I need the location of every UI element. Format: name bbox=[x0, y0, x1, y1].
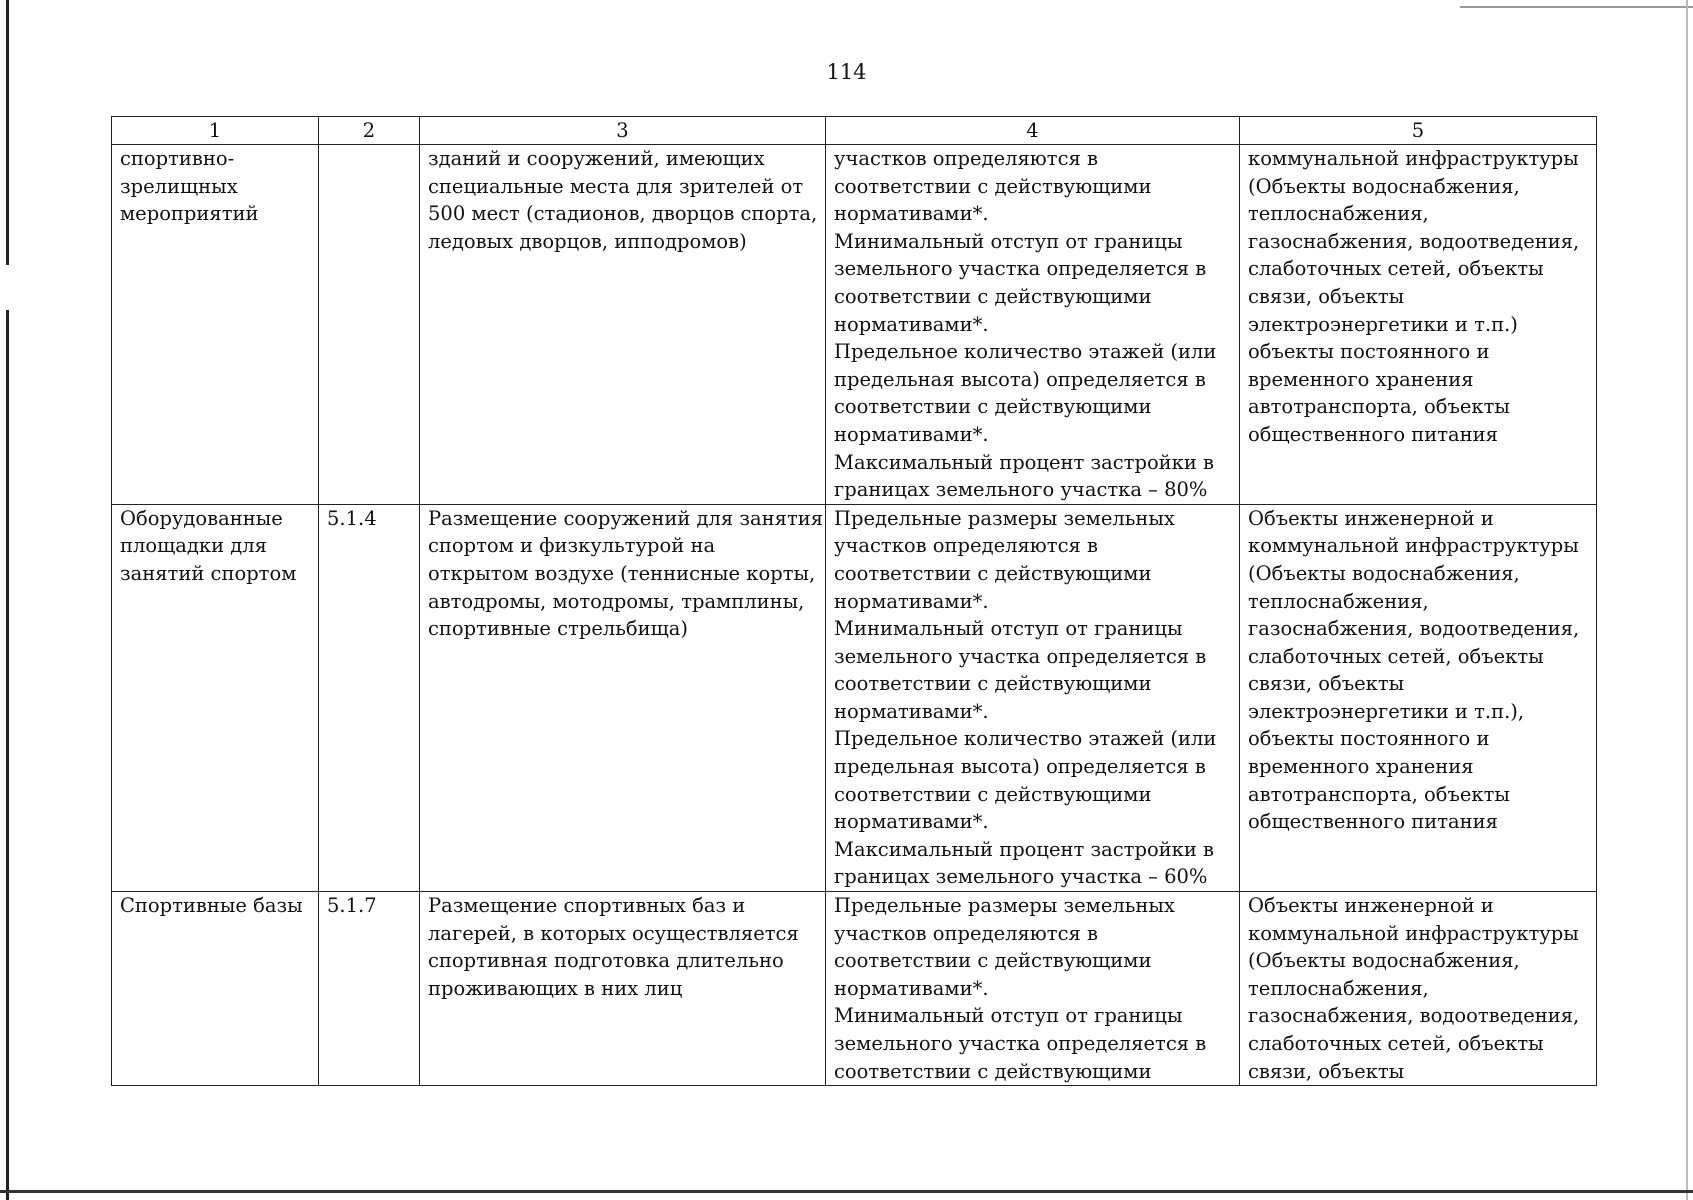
cell-text-line: предельная высота) определяется в bbox=[834, 755, 1206, 779]
cell-text-line: участков определяются в bbox=[834, 921, 1098, 945]
cell-text-line: Предельные размеры земельных bbox=[834, 894, 1175, 918]
cell-text-line: соответствии с действующими bbox=[834, 174, 1152, 198]
cell-text-line: автодромы, мотодромы, трамплины, bbox=[428, 589, 805, 613]
cell-text-line: участков определяются в bbox=[834, 147, 1098, 170]
cell-text-line: спортивные стрельбища) bbox=[428, 617, 688, 641]
scan-edge-left-lower bbox=[6, 310, 9, 1200]
cell-text-line: нормативами*. bbox=[834, 976, 989, 1000]
auxiliary-uses-cell bbox=[1240, 145, 1597, 505]
cell-text-line: соответствии с действующими bbox=[834, 949, 1152, 973]
auxiliary-uses-cell bbox=[1240, 892, 1597, 1086]
cell-text-line: Минимальный отступ от границы bbox=[834, 229, 1183, 253]
cell-text-line: объекты постоянного и bbox=[1248, 340, 1490, 364]
cell-text-line: автотранспорта, объекты bbox=[1248, 395, 1510, 419]
cell-text-line: специальные места для зрителей от bbox=[428, 174, 804, 198]
scan-edge-top bbox=[1460, 6, 1693, 8]
auxiliary-uses-cell bbox=[1240, 504, 1597, 891]
cell-text-line: Объекты инженерной и bbox=[1248, 894, 1494, 918]
cell-text-line: земельного участка определяется в bbox=[834, 644, 1207, 668]
cell-text-line: Размещение спортивных баз и bbox=[428, 894, 746, 918]
page-number: 114 bbox=[826, 60, 867, 84]
cell-text-line: теплоснабжения, bbox=[1248, 202, 1429, 226]
scan-edge-left bbox=[6, 0, 9, 265]
cell-text-line: Спортивные базы bbox=[120, 894, 303, 918]
use-code-cell bbox=[319, 504, 420, 891]
cell-text-line: соответствии с действующими bbox=[834, 1059, 1152, 1083]
cell-text-line: предельная высота) определяется в bbox=[834, 367, 1206, 391]
cell-text-line: автотранспорта, объекты bbox=[1248, 782, 1510, 806]
cell-text-line: 5.1.4 bbox=[327, 506, 377, 530]
cell-text-line: лагерей, в которых осуществляется bbox=[428, 921, 799, 945]
cell-text-line: зданий и сооружений, имеющих bbox=[428, 147, 765, 170]
header-cell: 1 bbox=[112, 117, 319, 145]
cell-text-line: земельного участка определяется в bbox=[834, 257, 1207, 281]
use-type-cell bbox=[112, 145, 319, 505]
cell-text-line: соответствии с действующими bbox=[834, 782, 1152, 806]
cell-text-line: Оборудованные bbox=[120, 506, 283, 530]
cell-text-line: электроэнергетики и т.п.) bbox=[1248, 312, 1518, 336]
scan-edge-right bbox=[1686, 0, 1688, 1200]
scan-edge-bottom bbox=[0, 1190, 1693, 1193]
description-cell bbox=[420, 504, 826, 891]
cell-text-line: временного хранения bbox=[1248, 367, 1474, 391]
use-type-cell bbox=[112, 892, 319, 1086]
cell-text-line: 500 мест (стадионов, дворцов спорта, bbox=[428, 202, 818, 226]
cell-text-line: зрелищных bbox=[120, 174, 238, 198]
cell-text-line: общественного питания bbox=[1248, 422, 1498, 446]
table-row bbox=[112, 892, 1597, 1086]
cell-text-line: проживающих в них лиц bbox=[428, 976, 683, 1000]
description-cell bbox=[420, 145, 826, 505]
header-cell: 4 bbox=[826, 117, 1240, 145]
cell-text-line: теплоснабжения, bbox=[1248, 976, 1429, 1000]
zoning-table bbox=[111, 116, 1597, 1086]
cell-text-line: слаботочных сетей, объекты bbox=[1248, 1032, 1544, 1055]
cell-text-line: Объекты инженерной и bbox=[1248, 506, 1494, 530]
cell-text-line: ледовых дворцов, ипподромов) bbox=[428, 229, 747, 253]
cell-text-line: Предельное количество этажей (или bbox=[834, 340, 1217, 364]
cell-text-line: занятий спортом bbox=[120, 561, 297, 585]
cell-text-line: Максимальный процент застройки в bbox=[834, 837, 1215, 861]
cell-text-line: слаботочных сетей, объекты bbox=[1248, 257, 1544, 281]
cell-text-line: участков определяются в bbox=[834, 534, 1098, 558]
table-row bbox=[112, 504, 1597, 891]
cell-text-line: связи, объекты bbox=[1248, 672, 1405, 696]
cell-text-line: Предельное количество этажей (или bbox=[834, 727, 1217, 751]
table-header-row bbox=[112, 117, 1597, 145]
cell-text-line: газоснабжения, водоотведения, bbox=[1248, 617, 1580, 641]
use-type-cell bbox=[112, 504, 319, 891]
cell-text-line: Минимальный отступ от границы bbox=[834, 617, 1183, 641]
cell-text-line: временного хранения bbox=[1248, 755, 1474, 779]
cell-text-line: нормативами*. bbox=[834, 202, 989, 226]
cell-text-line: газоснабжения, водоотведения, bbox=[1248, 1004, 1580, 1028]
parameters-cell bbox=[826, 504, 1240, 891]
cell-text-line: (Объекты водоснабжения, bbox=[1248, 174, 1520, 198]
cell-text-line: Размещение сооружений для занятия bbox=[428, 506, 824, 530]
cell-text-line: Предельные размеры земельных bbox=[834, 506, 1175, 530]
cell-text-line: связи, объекты bbox=[1248, 1059, 1405, 1083]
cell-text-line: границах земельного участка – 80% bbox=[834, 478, 1208, 502]
use-code-cell bbox=[319, 145, 420, 505]
cell-text-line: соответствии с действующими bbox=[834, 395, 1152, 419]
cell-text-line: газоснабжения, водоотведения, bbox=[1248, 229, 1580, 253]
cell-text-line: мероприятий bbox=[120, 202, 259, 226]
cell-text-line: границах земельного участка – 60% bbox=[834, 865, 1208, 889]
cell-text-line: нормативами*. bbox=[834, 589, 989, 613]
cell-text-line: коммунальной инфраструктуры bbox=[1248, 147, 1579, 170]
cell-text-line: электроэнергетики и т.п.), bbox=[1248, 699, 1525, 723]
cell-text-line: открытом воздухе (теннисные корты, bbox=[428, 561, 816, 585]
cell-text-line: спортивная подготовка длительно bbox=[428, 949, 784, 973]
cell-text-line: соответствии с действующими bbox=[834, 284, 1152, 308]
cell-text-line: нормативами*. bbox=[834, 422, 989, 446]
cell-text-line: связи, объекты bbox=[1248, 284, 1405, 308]
cell-text-line: слаботочных сетей, объекты bbox=[1248, 644, 1544, 668]
cell-text-line: соответствии с действующими bbox=[834, 672, 1152, 696]
cell-text-line: спортивно- bbox=[120, 147, 235, 170]
cell-text-line: спортом и физкультурой на bbox=[428, 534, 716, 558]
header-cell: 5 bbox=[1240, 117, 1597, 145]
cell-text-line: Максимальный процент застройки в bbox=[834, 450, 1215, 474]
cell-text-line: 5.1.7 bbox=[327, 894, 377, 918]
table-body bbox=[112, 145, 1597, 1086]
cell-text-line: объекты постоянного и bbox=[1248, 727, 1490, 751]
cell-text-line: нормативами*. bbox=[834, 312, 989, 336]
header-cell: 2 bbox=[319, 117, 420, 145]
cell-text-line: коммунальной инфраструктуры bbox=[1248, 921, 1579, 945]
cell-text-line: нормативами*. bbox=[834, 810, 989, 834]
cell-text-line: коммунальной инфраструктуры bbox=[1248, 534, 1579, 558]
cell-text-line: (Объекты водоснабжения, bbox=[1248, 949, 1520, 973]
cell-text-line: земельного участка определяется в bbox=[834, 1032, 1207, 1055]
table-row bbox=[112, 145, 1597, 505]
cell-text-line: Минимальный отступ от границы bbox=[834, 1004, 1183, 1028]
cell-text-line: теплоснабжения, bbox=[1248, 589, 1429, 613]
parameters-cell bbox=[826, 145, 1240, 505]
cell-text-line: (Объекты водоснабжения, bbox=[1248, 561, 1520, 585]
parameters-cell bbox=[826, 892, 1240, 1086]
cell-text-line: общественного питания bbox=[1248, 810, 1498, 834]
cell-text-line: нормативами*. bbox=[834, 699, 989, 723]
cell-text-line: площадки для bbox=[120, 534, 267, 558]
description-cell bbox=[420, 892, 826, 1086]
use-code-cell bbox=[319, 892, 420, 1086]
cell-text-line: соответствии с действующими bbox=[834, 561, 1152, 585]
header-cell: 3 bbox=[420, 117, 826, 145]
